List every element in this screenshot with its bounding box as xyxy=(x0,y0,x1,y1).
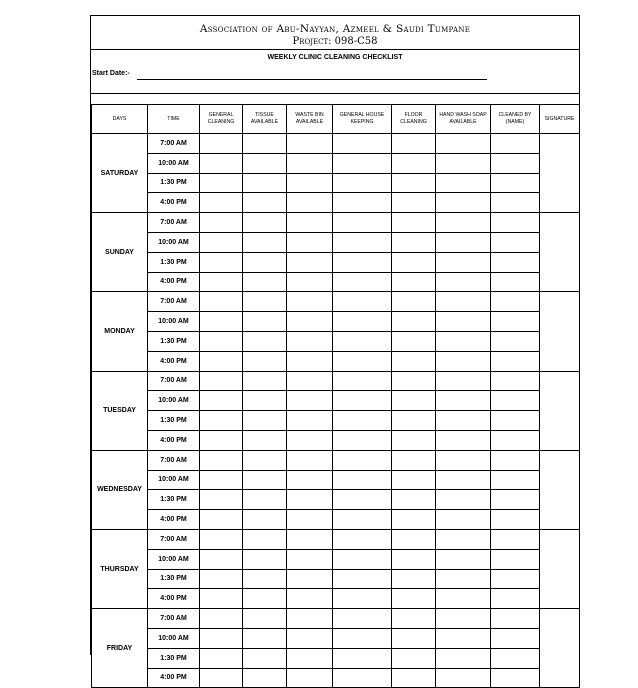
check-cell[interactable] xyxy=(491,331,540,351)
time-cell: 4:00 PM xyxy=(148,589,200,609)
check-cell[interactable] xyxy=(436,430,491,450)
check-cell[interactable] xyxy=(243,173,287,193)
column-header: CLEANED BY (NAME) xyxy=(491,105,540,134)
table-row xyxy=(92,193,580,213)
check-cell[interactable] xyxy=(392,292,436,312)
check-cell[interactable] xyxy=(200,193,243,213)
check-cell[interactable] xyxy=(436,213,491,233)
check-cell[interactable] xyxy=(333,648,392,668)
column-header: TIME xyxy=(148,105,200,134)
check-cell[interactable] xyxy=(491,529,540,549)
check-cell[interactable] xyxy=(243,153,287,173)
time-cell: 1:30 PM xyxy=(148,331,200,351)
check-cell[interactable] xyxy=(200,430,243,450)
project-code: Project: 098-C58 xyxy=(292,36,378,47)
day-cell: SUNDAY xyxy=(92,213,148,292)
form-title: WEEKLY CLINIC CLEANING CHECKLIST xyxy=(267,54,403,61)
check-cell[interactable] xyxy=(491,569,540,589)
check-cell[interactable] xyxy=(243,272,287,292)
check-cell[interactable] xyxy=(243,193,287,213)
check-cell[interactable] xyxy=(333,252,392,272)
check-cell[interactable] xyxy=(287,134,333,154)
check-cell[interactable] xyxy=(392,411,436,431)
check-cell[interactable] xyxy=(491,193,540,213)
signature-cell[interactable] xyxy=(540,450,580,529)
check-cell[interactable] xyxy=(436,411,491,431)
start-date-label: Start Date:- xyxy=(92,70,130,77)
check-cell[interactable] xyxy=(287,213,333,233)
check-cell[interactable] xyxy=(491,589,540,609)
time-cell: 1:30 PM xyxy=(148,490,200,510)
check-cell[interactable] xyxy=(436,490,491,510)
check-cell[interactable] xyxy=(392,173,436,193)
check-cell[interactable] xyxy=(287,173,333,193)
check-cell[interactable] xyxy=(392,351,436,371)
check-cell[interactable] xyxy=(436,628,491,648)
check-cell[interactable] xyxy=(491,510,540,530)
column-header: GENERAL CLEANING xyxy=(200,105,243,134)
check-cell[interactable] xyxy=(200,272,243,292)
check-cell[interactable] xyxy=(243,134,287,154)
check-cell[interactable] xyxy=(287,411,333,431)
check-cell[interactable] xyxy=(333,430,392,450)
time-cell: 1:30 PM xyxy=(148,173,200,193)
column-header: FLOOR CLEANING xyxy=(392,105,436,134)
check-cell[interactable] xyxy=(491,232,540,252)
check-cell[interactable] xyxy=(243,252,287,272)
check-cell[interactable] xyxy=(436,470,491,490)
check-cell[interactable] xyxy=(243,490,287,510)
table-row xyxy=(92,510,580,530)
check-cell[interactable] xyxy=(200,292,243,312)
column-header: GENERAL HOUSE KEEPING xyxy=(333,105,392,134)
time-cell: 1:30 PM xyxy=(148,569,200,589)
check-cell[interactable] xyxy=(333,490,392,510)
check-cell[interactable] xyxy=(287,292,333,312)
check-cell[interactable] xyxy=(333,470,392,490)
checklist-sheet xyxy=(90,15,580,682)
check-cell[interactable] xyxy=(200,549,243,569)
day-cell: THURSDAY xyxy=(92,529,148,608)
time-cell: 4:00 PM xyxy=(148,668,200,688)
check-cell[interactable] xyxy=(200,529,243,549)
check-cell[interactable] xyxy=(333,529,392,549)
check-cell[interactable] xyxy=(491,391,540,411)
check-cell[interactable] xyxy=(392,371,436,391)
table-row xyxy=(92,134,580,154)
check-cell[interactable] xyxy=(333,510,392,530)
check-cell[interactable] xyxy=(243,292,287,312)
check-cell[interactable] xyxy=(436,648,491,668)
check-cell[interactable] xyxy=(491,252,540,272)
check-cell[interactable] xyxy=(200,569,243,589)
check-cell[interactable] xyxy=(491,312,540,332)
check-cell[interactable] xyxy=(200,470,243,490)
table-row xyxy=(92,331,580,351)
time-cell: 4:00 PM xyxy=(148,193,200,213)
time-cell: 7:00 AM xyxy=(148,450,200,470)
check-cell[interactable] xyxy=(287,331,333,351)
check-cell[interactable] xyxy=(243,668,287,688)
check-cell[interactable] xyxy=(243,510,287,530)
check-cell[interactable] xyxy=(491,628,540,648)
table-row xyxy=(92,213,580,233)
signature-cell[interactable] xyxy=(540,529,580,608)
organization-title: Association of Abu-Nayyan, Azmeel & Saudi Tumpane xyxy=(199,23,471,35)
check-cell[interactable] xyxy=(287,628,333,648)
check-cell[interactable] xyxy=(392,272,436,292)
check-cell[interactable] xyxy=(392,331,436,351)
check-cell[interactable] xyxy=(392,470,436,490)
check-cell[interactable] xyxy=(200,312,243,332)
check-cell[interactable] xyxy=(200,331,243,351)
check-cell[interactable] xyxy=(392,153,436,173)
check-cell[interactable] xyxy=(491,668,540,688)
check-cell[interactable] xyxy=(436,153,491,173)
table-row xyxy=(92,351,580,371)
check-cell[interactable] xyxy=(287,609,333,629)
check-cell[interactable] xyxy=(200,371,243,391)
check-cell[interactable] xyxy=(333,371,392,391)
check-cell[interactable] xyxy=(200,411,243,431)
check-cell[interactable] xyxy=(287,490,333,510)
check-cell[interactable] xyxy=(436,193,491,213)
check-cell[interactable] xyxy=(333,411,392,431)
check-cell[interactable] xyxy=(392,648,436,668)
time-cell: 10:00 AM xyxy=(148,470,200,490)
separator-line xyxy=(91,93,579,94)
check-cell[interactable] xyxy=(287,351,333,371)
check-cell[interactable] xyxy=(333,213,392,233)
check-cell[interactable] xyxy=(392,232,436,252)
check-cell[interactable] xyxy=(287,193,333,213)
check-cell[interactable] xyxy=(243,549,287,569)
table-row xyxy=(92,430,580,450)
check-cell[interactable] xyxy=(392,609,436,629)
check-cell[interactable] xyxy=(243,430,287,450)
check-cell[interactable] xyxy=(287,252,333,272)
table-row xyxy=(92,589,580,609)
table-row xyxy=(92,490,580,510)
header-row xyxy=(92,105,580,134)
table-row xyxy=(92,628,580,648)
check-cell[interactable] xyxy=(243,609,287,629)
check-cell[interactable] xyxy=(243,450,287,470)
check-cell[interactable] xyxy=(243,371,287,391)
header-block xyxy=(91,16,579,50)
time-cell: 7:00 AM xyxy=(148,529,200,549)
check-cell[interactable] xyxy=(436,668,491,688)
check-cell[interactable] xyxy=(287,430,333,450)
check-cell[interactable] xyxy=(392,391,436,411)
time-cell: 4:00 PM xyxy=(148,510,200,530)
check-cell[interactable] xyxy=(491,173,540,193)
table-row xyxy=(92,470,580,490)
table-body xyxy=(92,134,580,688)
check-cell[interactable] xyxy=(287,232,333,252)
check-cell[interactable] xyxy=(491,470,540,490)
check-cell[interactable] xyxy=(392,430,436,450)
check-cell[interactable] xyxy=(392,252,436,272)
time-cell: 7:00 AM xyxy=(148,609,200,629)
column-header: WASTE BIN AVAILABLE xyxy=(287,105,333,134)
check-cell[interactable] xyxy=(491,213,540,233)
signature-cell[interactable] xyxy=(540,292,580,371)
check-cell[interactable] xyxy=(392,490,436,510)
check-cell[interactable] xyxy=(243,232,287,252)
check-cell[interactable] xyxy=(333,272,392,292)
table-row xyxy=(92,549,580,569)
start-date-line xyxy=(137,79,487,80)
check-cell[interactable] xyxy=(287,391,333,411)
signature-cell[interactable] xyxy=(540,213,580,292)
column-header: DAYS xyxy=(92,105,148,134)
checklist-table xyxy=(91,104,580,688)
check-cell[interactable] xyxy=(436,589,491,609)
check-cell[interactable] xyxy=(200,173,243,193)
check-cell[interactable] xyxy=(243,529,287,549)
check-cell[interactable] xyxy=(392,510,436,530)
table-row xyxy=(92,391,580,411)
check-cell[interactable] xyxy=(287,470,333,490)
table-row xyxy=(92,371,580,391)
check-cell[interactable] xyxy=(436,272,491,292)
time-cell: 10:00 AM xyxy=(148,312,200,332)
day-cell: WEDNESDAY xyxy=(92,450,148,529)
check-cell[interactable] xyxy=(243,569,287,589)
check-cell[interactable] xyxy=(333,292,392,312)
check-cell[interactable] xyxy=(333,589,392,609)
check-cell[interactable] xyxy=(392,529,436,549)
time-cell: 1:30 PM xyxy=(148,648,200,668)
check-cell[interactable] xyxy=(200,648,243,668)
check-cell[interactable] xyxy=(200,391,243,411)
check-cell[interactable] xyxy=(333,232,392,252)
check-cell[interactable] xyxy=(436,232,491,252)
time-cell: 4:00 PM xyxy=(148,351,200,371)
time-cell: 4:00 PM xyxy=(148,430,200,450)
time-cell: 10:00 AM xyxy=(148,391,200,411)
table-row xyxy=(92,252,580,272)
column-header: TISSUE AVAILABLE xyxy=(243,105,287,134)
check-cell[interactable] xyxy=(491,351,540,371)
check-cell[interactable] xyxy=(243,331,287,351)
check-cell[interactable] xyxy=(436,292,491,312)
check-cell[interactable] xyxy=(491,153,540,173)
table-row xyxy=(92,609,580,629)
check-cell[interactable] xyxy=(491,648,540,668)
check-cell[interactable] xyxy=(392,213,436,233)
column-header: SIGNATURE xyxy=(540,105,580,134)
check-cell[interactable] xyxy=(287,529,333,549)
check-cell[interactable] xyxy=(200,609,243,629)
check-cell[interactable] xyxy=(436,549,491,569)
check-cell[interactable] xyxy=(333,569,392,589)
time-cell: 1:30 PM xyxy=(148,252,200,272)
check-cell[interactable] xyxy=(392,450,436,470)
day-cell: TUESDAY xyxy=(92,371,148,450)
check-cell[interactable] xyxy=(200,232,243,252)
check-cell[interactable] xyxy=(200,490,243,510)
check-cell[interactable] xyxy=(333,134,392,154)
time-cell: 10:00 AM xyxy=(148,549,200,569)
check-cell[interactable] xyxy=(200,134,243,154)
time-cell: 10:00 AM xyxy=(148,153,200,173)
check-cell[interactable] xyxy=(491,411,540,431)
table-row xyxy=(92,232,580,252)
check-cell[interactable] xyxy=(436,173,491,193)
table-row xyxy=(92,648,580,668)
table-row xyxy=(92,450,580,470)
check-cell[interactable] xyxy=(243,213,287,233)
check-cell[interactable] xyxy=(436,252,491,272)
check-cell[interactable] xyxy=(333,549,392,569)
check-cell[interactable] xyxy=(243,312,287,332)
check-cell[interactable] xyxy=(491,450,540,470)
check-cell[interactable] xyxy=(243,470,287,490)
check-cell[interactable] xyxy=(436,312,491,332)
check-cell[interactable] xyxy=(200,153,243,173)
check-cell[interactable] xyxy=(200,668,243,688)
check-cell[interactable] xyxy=(436,510,491,530)
check-cell[interactable] xyxy=(436,391,491,411)
time-cell: 7:00 AM xyxy=(148,292,200,312)
check-cell[interactable] xyxy=(333,450,392,470)
check-cell[interactable] xyxy=(200,351,243,371)
check-cell[interactable] xyxy=(436,609,491,629)
table-row xyxy=(92,411,580,431)
check-cell[interactable] xyxy=(392,134,436,154)
check-cell[interactable] xyxy=(392,628,436,648)
column-header: HAND WASH SOAP AVAILABLE xyxy=(436,105,491,134)
check-cell[interactable] xyxy=(436,351,491,371)
check-cell[interactable] xyxy=(200,628,243,648)
check-cell[interactable] xyxy=(491,549,540,569)
time-cell: 7:00 AM xyxy=(148,371,200,391)
check-cell[interactable] xyxy=(436,450,491,470)
check-cell[interactable] xyxy=(392,589,436,609)
check-cell[interactable] xyxy=(333,193,392,213)
check-cell[interactable] xyxy=(287,272,333,292)
table-row xyxy=(92,292,580,312)
check-cell[interactable] xyxy=(287,569,333,589)
check-cell[interactable] xyxy=(491,490,540,510)
table-row xyxy=(92,569,580,589)
table-row xyxy=(92,312,580,332)
table-row xyxy=(92,529,580,549)
check-cell[interactable] xyxy=(287,648,333,668)
check-cell[interactable] xyxy=(287,450,333,470)
check-cell[interactable] xyxy=(333,351,392,371)
table-row xyxy=(92,173,580,193)
check-cell[interactable] xyxy=(436,569,491,589)
check-cell[interactable] xyxy=(243,391,287,411)
check-cell[interactable] xyxy=(491,272,540,292)
check-cell[interactable] xyxy=(243,351,287,371)
check-cell[interactable] xyxy=(287,668,333,688)
check-cell[interactable] xyxy=(436,331,491,351)
check-cell[interactable] xyxy=(392,549,436,569)
check-cell[interactable] xyxy=(287,153,333,173)
table-row xyxy=(92,668,580,688)
signature-cell[interactable] xyxy=(540,371,580,450)
time-cell: 10:00 AM xyxy=(148,232,200,252)
time-cell: 10:00 AM xyxy=(148,628,200,648)
time-cell: 7:00 AM xyxy=(148,134,200,154)
check-cell[interactable] xyxy=(333,312,392,332)
check-cell[interactable] xyxy=(491,134,540,154)
signature-cell[interactable] xyxy=(540,609,580,688)
check-cell[interactable] xyxy=(333,391,392,411)
signature-cell[interactable] xyxy=(540,134,580,213)
check-cell[interactable] xyxy=(243,411,287,431)
check-cell[interactable] xyxy=(491,371,540,391)
check-cell[interactable] xyxy=(200,252,243,272)
check-cell[interactable] xyxy=(392,668,436,688)
time-cell: 7:00 AM xyxy=(148,213,200,233)
day-cell: MONDAY xyxy=(92,292,148,371)
check-cell[interactable] xyxy=(491,292,540,312)
check-cell[interactable] xyxy=(287,510,333,530)
check-cell[interactable] xyxy=(392,569,436,589)
check-cell[interactable] xyxy=(436,371,491,391)
check-cell[interactable] xyxy=(287,549,333,569)
check-cell[interactable] xyxy=(392,193,436,213)
check-cell[interactable] xyxy=(287,312,333,332)
check-cell[interactable] xyxy=(392,312,436,332)
check-cell[interactable] xyxy=(333,668,392,688)
check-cell[interactable] xyxy=(333,173,392,193)
check-cell[interactable] xyxy=(200,450,243,470)
check-cell[interactable] xyxy=(200,213,243,233)
check-cell[interactable] xyxy=(243,648,287,668)
time-cell: 1:30 PM xyxy=(148,411,200,431)
check-cell[interactable] xyxy=(243,628,287,648)
check-cell[interactable] xyxy=(436,529,491,549)
check-cell[interactable] xyxy=(287,589,333,609)
table-row xyxy=(92,272,580,292)
time-cell: 4:00 PM xyxy=(148,272,200,292)
check-cell[interactable] xyxy=(200,589,243,609)
check-cell[interactable] xyxy=(491,430,540,450)
check-cell[interactable] xyxy=(287,371,333,391)
check-cell[interactable] xyxy=(200,510,243,530)
check-cell[interactable] xyxy=(333,153,392,173)
check-cell[interactable] xyxy=(243,589,287,609)
day-cell: FRIDAY xyxy=(92,609,148,688)
check-cell[interactable] xyxy=(333,331,392,351)
table-row xyxy=(92,153,580,173)
check-cell[interactable] xyxy=(333,609,392,629)
check-cell[interactable] xyxy=(491,609,540,629)
day-cell: SATURDAY xyxy=(92,134,148,213)
check-cell[interactable] xyxy=(333,628,392,648)
check-cell[interactable] xyxy=(436,134,491,154)
